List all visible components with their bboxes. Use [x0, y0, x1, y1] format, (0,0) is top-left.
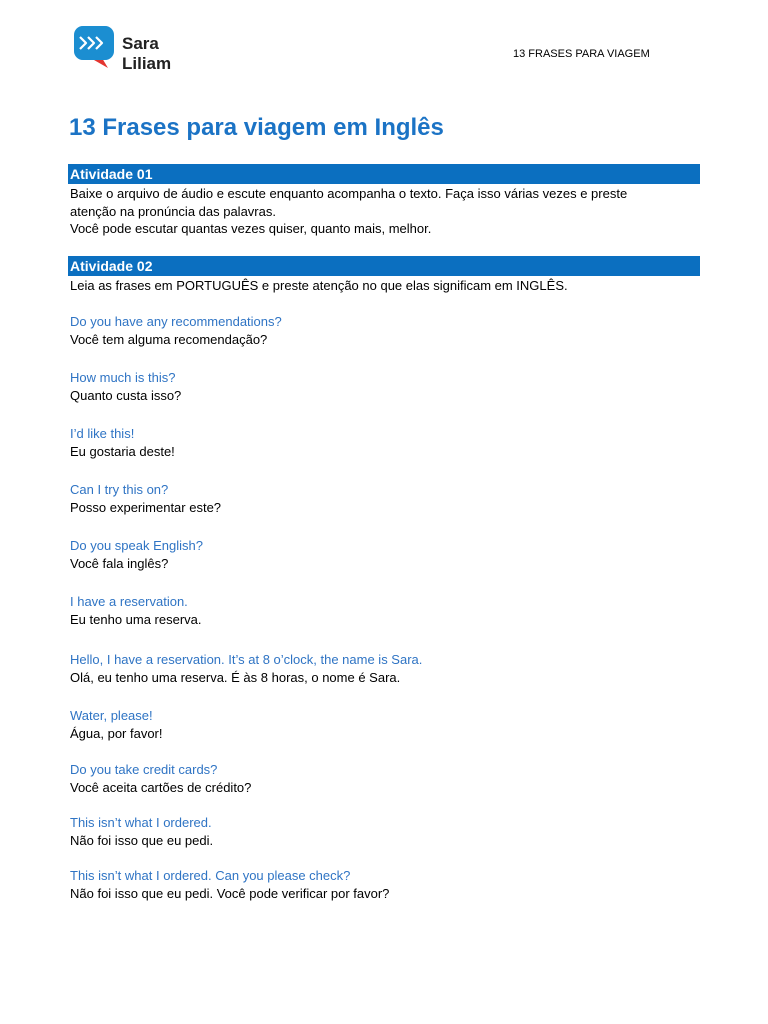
phrase-english: Hello, I have a reservation. It’s at 8 o’clock, the name is Sara. [70, 652, 423, 667]
brand-logo [72, 24, 212, 73]
activity-2-heading: Atividade 02 [68, 256, 700, 276]
phrase-english: Can I try this on? [70, 482, 169, 497]
phrase-english: Do you take credit cards? [70, 762, 218, 777]
phrase-portuguese: Não foi isso que eu pedi. Você pode verificar por favor? [70, 886, 390, 901]
brand-name: Sara Liliam [122, 34, 172, 73]
phrase-english: This isn’t what I ordered. Can you please check? [70, 868, 351, 883]
page-title: 13 Frases para viagem em Inglês [69, 114, 444, 141]
activity-2-instruction: Leia as frases em PORTUGUÊS e preste atenção no que elas significam em INGLÊS. [70, 278, 568, 293]
phrase-portuguese: Eu tenho uma reserva. [70, 612, 202, 627]
phrase-english: I have a reservation. [70, 594, 188, 609]
phrase-portuguese: Não foi isso que eu pedi. [70, 833, 214, 848]
document-label: 13 FRASES PARA VIAGEM [513, 48, 650, 60]
phrase-english: Do you have any recommendations? [70, 314, 282, 329]
phrase-portuguese: Posso experimentar este? [70, 500, 222, 515]
activity-1-line: Baixe o arquivo de áudio e escute enquanto acompanha o texto. Faça isso várias vezes e preste [70, 186, 628, 201]
phrase-portuguese: Quanto custa isso? [70, 388, 182, 403]
phrase-portuguese: Olá, eu tenho uma reserva. É às 8 horas, o nome é Sara. [70, 670, 401, 685]
phrase-portuguese: Eu gostaria deste! [70, 444, 175, 459]
activity-1-line: Você pode escutar quantas vezes quiser, quanto mais, melhor. [70, 221, 432, 236]
phrase-portuguese: Você aceita cartões de crédito? [70, 780, 252, 795]
phrase-english: This isn’t what I ordered. [70, 815, 212, 830]
phrase-english: I’d like this! [70, 426, 135, 441]
phrase-english: Water, please! [70, 708, 153, 723]
activity-1-heading: Atividade 01 [68, 164, 700, 184]
phrase-portuguese: Água, por favor! [70, 726, 163, 741]
activity-1-line: atenção na pronúncia das palavras. [70, 204, 276, 219]
phrase-portuguese: Você fala inglês? [70, 556, 169, 571]
phrase-portuguese: Você tem alguma recomendação? [70, 332, 268, 347]
phrase-english: Do you speak English? [70, 538, 203, 553]
play-bubble-icon [72, 24, 118, 70]
phrase-english: How much is this? [70, 370, 176, 385]
